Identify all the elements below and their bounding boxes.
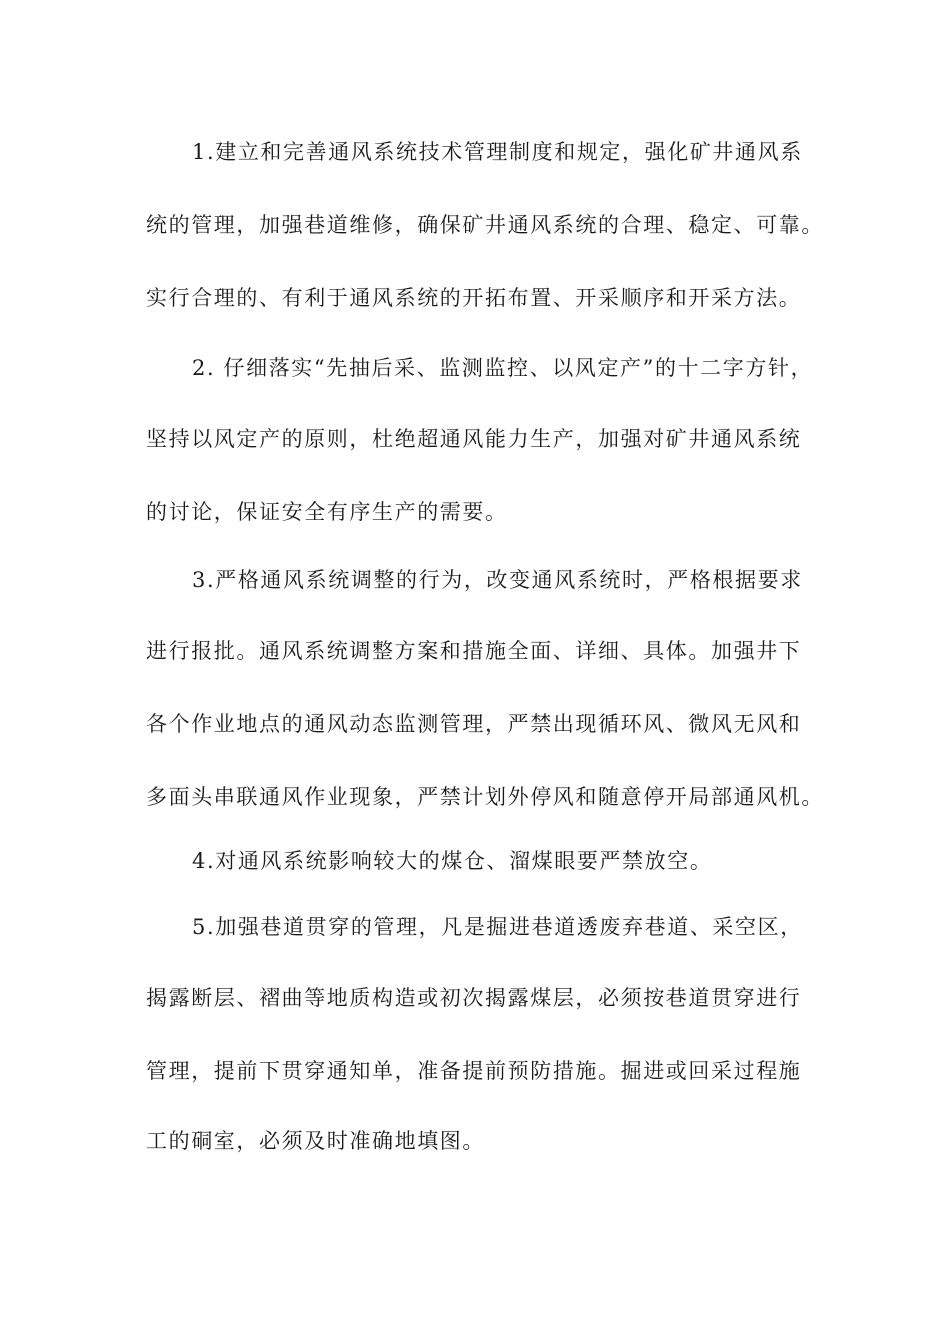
paragraph-3-line-2: 进行报批。通风系统调整方案和措施全面、详细、具体。加强井下: [146, 639, 802, 663]
paragraph-4-line-1: 4.对通风系统影响较大的煤仓、溜煤眼要严禁放空。: [192, 849, 713, 873]
paragraph-2-line-3: 的讨论，保证安全有序生产的需要。: [146, 500, 508, 524]
paragraph-5-line-3: 管理，提前下贯穿通知单，准备提前预防措施。掘进或回采过程施: [146, 1059, 802, 1083]
paragraph-2-line-2: 坚持以风定产的原则，杜绝超通风能力生产，加强对矿井通风系统: [146, 427, 802, 451]
paragraph-2-line-1: 2. 仔细落实“先抽后采、监测监控、以风定产”的十二字方针，: [192, 356, 814, 380]
paragraph-5-line-4: 工的硐室，必须及时准确地填图。: [146, 1129, 485, 1153]
paragraph-3-line-1: 3.严格通风系统调整的行为，改变通风系统时，严格根据要求: [192, 568, 803, 592]
paragraph-1-line-3: 实行合理的、有利于通风系统的开拓布置、开采顺序和开采方法。: [146, 286, 802, 310]
paragraph-5-line-1: 5.加强巷道贯穿的管理，凡是掘进巷道透废弃巷道、采空区，: [192, 915, 803, 939]
paragraph-5-line-2: 揭露断层、褶曲等地质构造或初次揭露煤层，必须按巷道贯穿进行: [146, 986, 802, 1010]
paragraph-3-line-4: 多面头串联通风作业现象，严禁计划外停风和随意停开局部通风机。: [146, 785, 824, 809]
paragraph-1-line-2: 统的管理，加强巷道维修，确保矿井通风系统的合理、稳定、可靠。: [146, 213, 824, 237]
paragraph-1-line-1: 1.建立和完善通风系统技术管理制度和规定，强化矿井通风系: [192, 140, 803, 164]
paragraph-3-line-3: 各个作业地点的通风动态监测管理，严禁出现循环风、微风无风和: [146, 712, 802, 736]
